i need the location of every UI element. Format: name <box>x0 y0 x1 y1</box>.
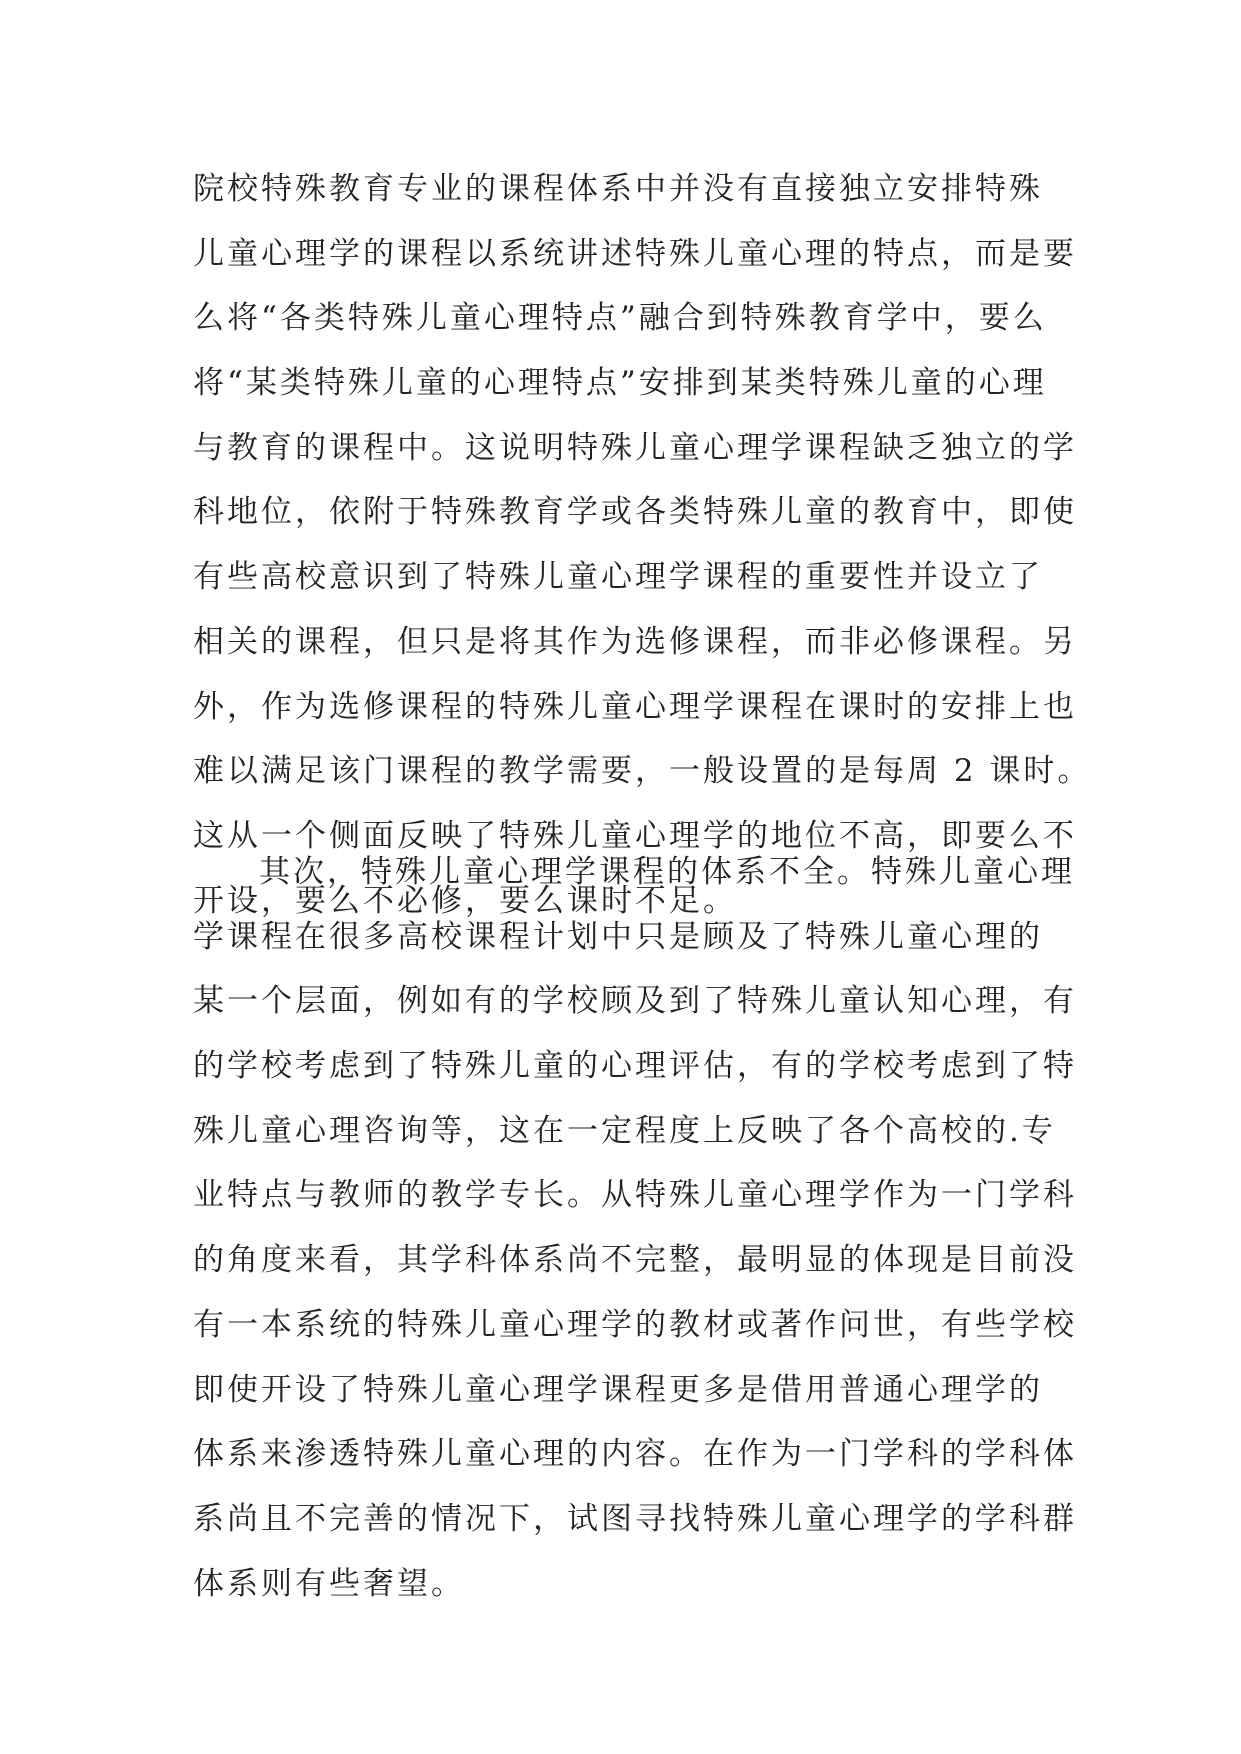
text-line: 难以满足该门课程的教学需要，一般设置的是每周 2 课时。 <box>193 753 1092 790</box>
text-line: 即使开设了特殊儿童心理学课程更多是借用普通心理学的 <box>193 1371 1043 1408</box>
text-line: 体系则有些奢望。 <box>193 1565 465 1602</box>
text-line: 有些高校意识到了特殊儿童心理学课程的重要性并设立了 <box>193 559 1043 596</box>
text-line: 儿童心理学的课程以系统讲述特殊儿童心理的特点，而是要 <box>193 235 1077 272</box>
text-line: 开设，要么不必修，要么课时不足。 <box>193 882 737 919</box>
text-line-indented: 其次，特殊儿童心理学课程的体系不全。特殊儿童心理 <box>259 854 1075 890</box>
text-line: 相关的课程，但只是将其作为选修课程，而非必修课程。另 <box>193 623 1077 660</box>
text-line: 这从一个侧面反映了特殊儿童心理学的地位不高，即要么不 <box>193 817 1077 854</box>
text-line: 有一本系统的特殊儿童心理学的教材或著作问世，有些学校 <box>193 1306 1077 1343</box>
text-line: 某一个层面，例如有的学校顾及到了特殊儿童认知心理，有 <box>193 983 1077 1020</box>
text-line: 系尚且不完善的情况下，试图寻找特殊儿童心理学的学科群 <box>193 1500 1077 1537</box>
text-line: 学课程在很多高校课程计划中只是顾及了特殊儿童心理的 <box>193 918 1043 955</box>
paragraph-1 <box>193 157 1092 933</box>
text-line: 将“某类特殊儿童的心理特点”安排到某类特殊儿童的心理 <box>193 365 1047 402</box>
text-line: 的学校考虑到了特殊儿童的心理评估，有的学校考虑到了特 <box>193 1048 1077 1085</box>
text-line: 与教育的课程中。这说明特殊儿童心理学课程缺乏独立的学 <box>193 429 1077 466</box>
text-line: 科地位，依附于特殊教育学或各类特殊儿童的教育中，即使 <box>193 494 1077 531</box>
text-line: 业特点与教师的教学专长。从特殊儿童心理学作为一门学科 <box>193 1177 1077 1214</box>
text-line: 殊儿童心理咨询等，这在一定程度上反映了各个高校的.专 <box>193 1112 1056 1149</box>
text-line: 么将“各类特殊儿童心理特点”融合到特殊教育学中，要么 <box>193 300 1047 337</box>
text-line: 的角度来看，其学科体系尚不完整，最明显的体现是目前没 <box>193 1242 1077 1279</box>
text-line: 体系来渗透特殊儿童心理的内容。在作为一门学科的学科体 <box>193 1436 1077 1473</box>
text-line: 外，作为选修课程的特殊儿童心理学课程在课时的安排上也 <box>193 688 1077 725</box>
paragraph-2 <box>193 840 1077 1616</box>
text-line: 院校特殊教育专业的课程体系中并没有直接独立安排特殊 <box>193 171 1043 207</box>
